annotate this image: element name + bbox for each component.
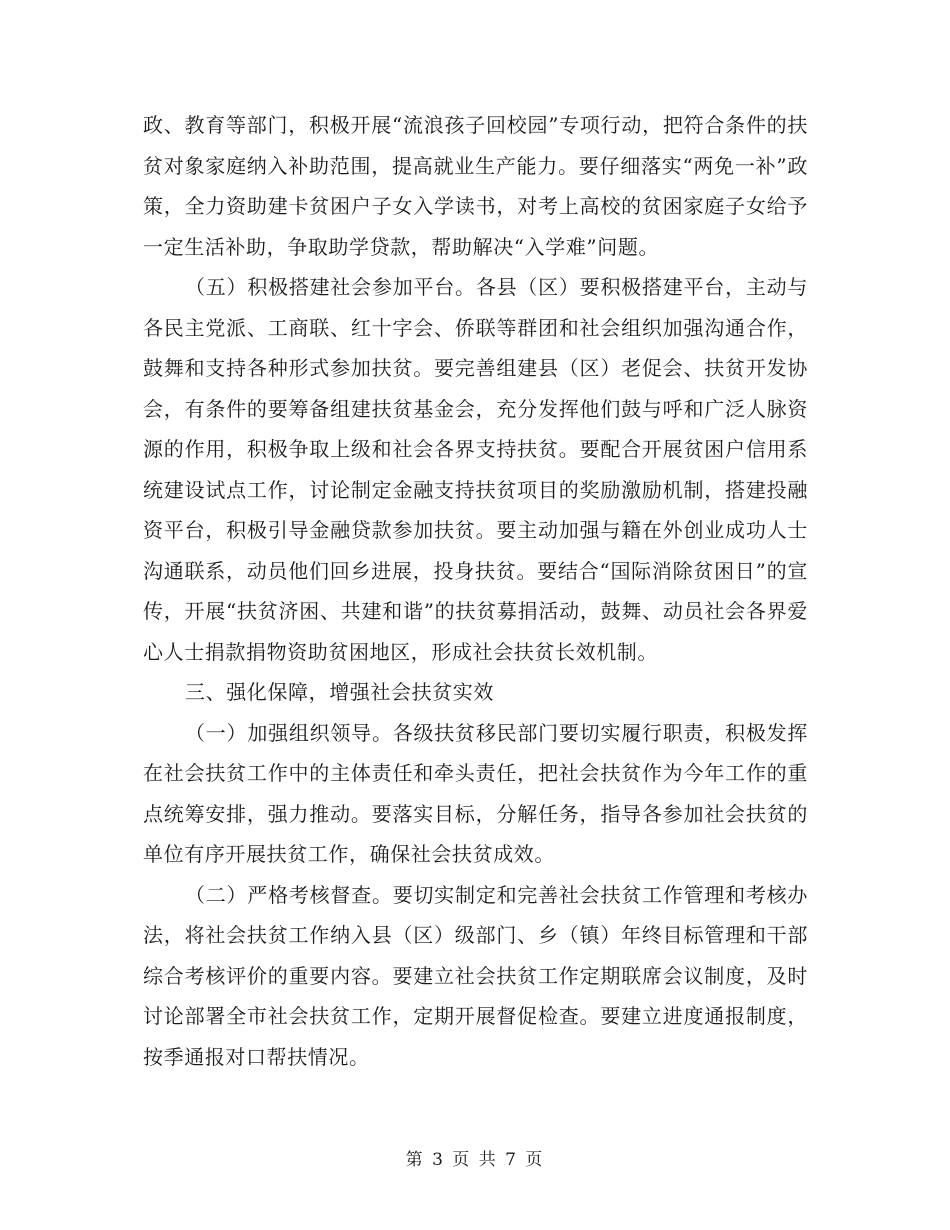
section-heading-three: 三、强化保障，增强社会扶贫实效 xyxy=(185,680,494,704)
paragraph-continuation: 政、教育等部门，积极开展“流浪孩子回校园”专项行动，把符合条件的扶贫对象家庭纳入补助范围，提高就业生产能力。要仔细落实“两免一补”政策，全力资助建卡贫困户子女入学读书，对考上高校的贫困家庭子女给予一定生活补助，争取助学贷款，帮助解决“入学难”问题。 xyxy=(143,113,808,259)
document-body xyxy=(143,105,808,1077)
paragraph-assessment-supervision: （二）严格考核督查。要切实制定和完善社会扶贫工作管理和考核办法，将社会扶贫工作纳入县（区）级部门、乡（镇）年终目标管理和干部综合考核评价的重要内容。要建立社会扶贫工作定期联席会议制度，及时讨论部署全市社会扶贫工作，定期开展督促检查。要建立进度通报制度，按季通报对口帮扶情况。 xyxy=(143,882,808,1069)
paragraph-organization-leadership: （一）加强组织领导。各级扶贫移民部门要切实履行职责，积极发挥在社会扶贫工作中的主体责任和牵头责任，把社会扶贫作为今年工作的重点统筹安排，强力推动。要落实目标，分解任务，指导各参加社会扶贫的单位有序开展扶贫工作，确保社会扶贫成效。 xyxy=(143,720,808,866)
page-number-footer: 第 3 页 共 7 页 xyxy=(405,1150,545,1170)
paragraph-section-five: （五）积极搭建社会参加平台。各县（区）要积极搭建平台，主动与各民主党派、工商联、红十字会、侨联等群团和社会组织加强沟通合作，鼓舞和支持各种形式参加扶贫。要完善组建县（区）老促会、扶贫开发协会，有条件的要筹备组建扶贫基金会，充分发挥他们鼓与呼和广泛人脉资源的作用，积极争取上级和社会各界支持扶贫。要配合开展贫困户信用系统建设试点工作，讨论制定金融支持扶贫项目的奖励激励机制，搭建投融资平台，积极引导金融贷款参加扶贫。要主动加强与籍在外创业成功人士沟通联系，动员他们回乡进展，投身扶贫。要结合“国际消除贫困日”的宣传，开展“扶贫济困、共建和谐”的扶贫募捐活动，鼓舞、动员社会各界爱心人士捐款捐物资助贫困地区，形成社会扶贫长效机制。 xyxy=(143,275,808,664)
